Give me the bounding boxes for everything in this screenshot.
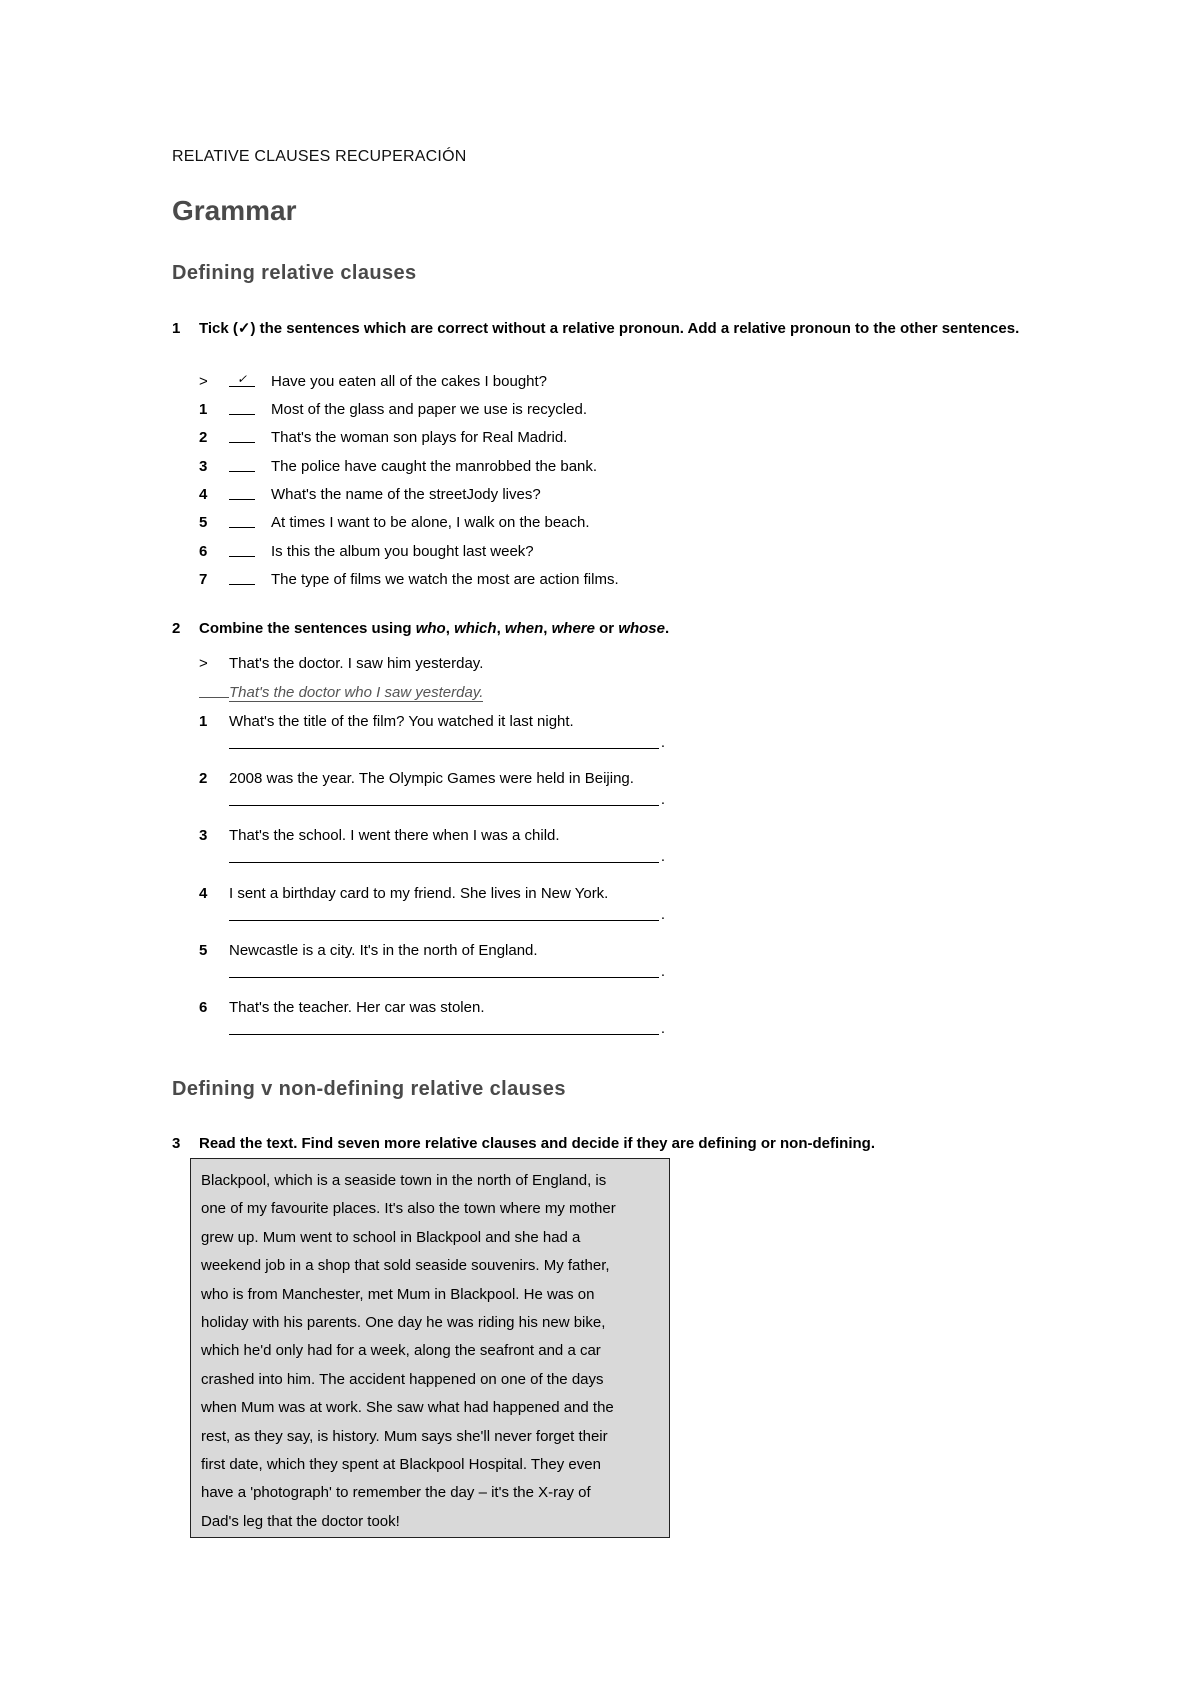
ex2-item-text: I sent a birthday card to my friend. She lives in New York. [229, 884, 609, 902]
ex2-answer-line[interactable] [229, 842, 665, 866]
ex1-item-row [199, 570, 619, 590]
ex2-example-row [199, 654, 483, 674]
ex1-answer-blank[interactable] [229, 542, 255, 557]
ex2-example-answer-text: That's the doctor who I saw yesterday. [229, 684, 484, 701]
ex2-item-number: 3 [199, 827, 208, 845]
ex1-item-number: 6 [199, 542, 208, 560]
word-when: when [504, 620, 544, 637]
exercise-3-text: Read the text. Find seven more relative clauses and decide if they are defining or non-defining. [199, 1135, 875, 1152]
line-end-dot: . [660, 905, 665, 923]
example-marker: > [199, 373, 208, 390]
ex2-item-text: What's the title of the film? You watched it last night. [229, 713, 574, 730]
exercise-2-text: Combine the sentences using [199, 620, 416, 637]
reading-text-line: Dad's leg that the doctor took! [201, 1512, 400, 1530]
ex2-answer-line[interactable] [229, 1014, 665, 1037]
reading-text-line: crashed into him. The accident happened on one of the days [201, 1370, 604, 1388]
ex1-item-text: The police have caught the manrobbed the bank. [271, 457, 598, 475]
document-title: RELATIVE CLAUSES RECUPERACIÓN [172, 148, 467, 165]
ex1-answer-blank[interactable] [229, 485, 255, 500]
word-whose: whose [618, 620, 665, 637]
reading-text-line: holiday with his parents. One day he was riding his new bike, [201, 1313, 606, 1331]
ex1-item-row [199, 485, 541, 505]
ex2-item-text: Newcastle is a city. It's in the north of England. [229, 941, 538, 959]
ex1-item-row [199, 542, 534, 562]
section-non-defining-heading: Defining v non-defining relative clauses [172, 1078, 566, 1100]
ex2-item-number: 1 [199, 713, 208, 730]
ex2-example-answer [199, 683, 483, 703]
word-which: which [454, 620, 497, 637]
ex1-answer-blank[interactable] [229, 570, 255, 585]
ex1-item-text: Most of the glass and paper we use is recycled. [271, 401, 587, 418]
word-who: who [415, 620, 446, 637]
ex2-item-number: 5 [199, 941, 208, 959]
line-end-dot: . [660, 791, 665, 809]
ex1-answer-blank[interactable] [229, 428, 255, 443]
reading-text-line: have a 'photograph' to remember the day – it's the X-ray of [201, 1484, 591, 1502]
ex2-item-text: 2008 was the year. The Olympic Games were held in Beijing. [229, 770, 634, 788]
reading-text-line: who is from Manchester, met Mum in Blackpool. He was on [201, 1285, 595, 1303]
ex1-item-row [199, 400, 587, 420]
ex1-item-row [199, 428, 567, 448]
ex1-item-number: 1 [199, 401, 208, 418]
word-where: where [551, 620, 595, 637]
ex2-answer-line[interactable] [229, 957, 665, 980]
grammar-heading: Grammar [172, 195, 297, 226]
ex1-item-number: 2 [199, 429, 208, 447]
ex1-item-row [199, 513, 590, 533]
ex2-answer-line[interactable] [229, 900, 665, 923]
ex1-item-text: What's the name of the streetJody lives? [271, 485, 541, 503]
reading-text-line: which he'd only had for a week, along the seafront and a car [201, 1342, 601, 1360]
example-marker: > [199, 655, 208, 672]
reading-text-line: when Mum was at work. She saw what had happened and the [201, 1399, 614, 1417]
ex1-item-text: That's the woman son plays for Real Madrid. [271, 429, 568, 447]
ex1-answer-blank[interactable] [229, 400, 255, 415]
exercise-1-text: Tick (✓) the sentences which are correct without a relative pronoun. Add a relative pronoun to the other sentences. [199, 320, 1020, 337]
ex2-answer-line[interactable] [229, 728, 665, 751]
ex2-example-text: That's the doctor. I saw him yesterday. [229, 655, 484, 672]
ex1-answer-blank[interactable] [229, 513, 255, 528]
ex1-item-number: 5 [199, 514, 208, 532]
reading-text-line: rest, as they say, is history. Mum says she'll never forget their [201, 1427, 608, 1445]
ex2-item-text: That's the teacher. Her car was stolen. [229, 999, 485, 1016]
reading-text-line: Blackpool, which is a seaside town in the north of England, is [201, 1172, 607, 1189]
ex1-item-text: At times I want to be alone, I walk on the beach. [271, 514, 590, 532]
ex1-item-text: Is this the album you bought last week? [271, 542, 534, 560]
ex2-item-text: That's the school. I went there when I was a child. [229, 827, 560, 845]
ex1-item-number: 4 [199, 485, 208, 503]
ex1-example-row [199, 372, 547, 392]
reading-text-line: grew up. Mum went to school in Blackpool and she had a [201, 1228, 581, 1246]
exercise-3-instruction [172, 1133, 1032, 1154]
exercise-1-number: 1 [172, 320, 181, 337]
reading-text-box [190, 1158, 670, 1538]
ex1-example-text: Have you eaten all of the cakes I bought? [271, 373, 548, 390]
ex1-item-text: The type of films we watch the most are action films. [271, 570, 619, 588]
exercise-3-number: 3 [172, 1135, 181, 1152]
tick-icon: ✓ [229, 372, 255, 387]
reading-text-line: first date, which they spent at Blackpool Hospital. They even [201, 1455, 601, 1473]
line-end-dot: . [660, 1020, 665, 1037]
exercise-2-number: 2 [172, 620, 181, 637]
ex1-answer-blank[interactable] [229, 457, 255, 472]
reading-text-line: one of my favourite places. It's also the town where my mother [201, 1200, 616, 1218]
reading-text-line: weekend job in a shop that sold seaside souvenirs. My father, [201, 1257, 610, 1275]
ex2-item-number: 2 [199, 770, 208, 788]
exercise-2-instruction: 2 Combine the sentences using who, which, when, where or whose. [172, 620, 670, 637]
ex2-item-number: 4 [199, 884, 208, 902]
ex1-item-number: 3 [199, 457, 208, 475]
section-defining-heading: Defining relative clauses [172, 262, 417, 284]
ex2-answer-line[interactable] [229, 785, 665, 809]
line-end-dot: . [660, 848, 665, 866]
line-end-dot: . [660, 962, 665, 980]
line-end-dot: . [660, 734, 665, 751]
ex2-item-number: 6 [199, 999, 208, 1016]
ex1-item-number: 7 [199, 570, 208, 588]
ex1-item-row [199, 457, 597, 477]
exercise-1-instruction [172, 318, 1032, 339]
